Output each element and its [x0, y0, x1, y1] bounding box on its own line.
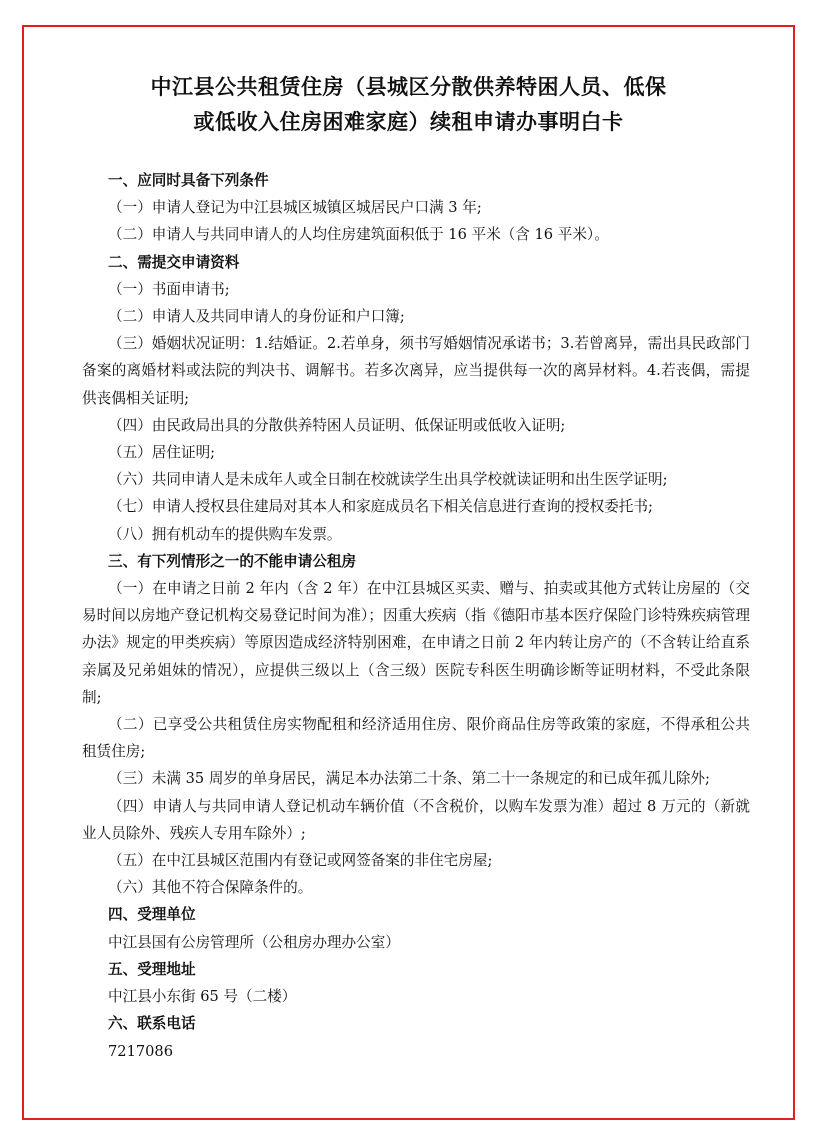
material-item: （六）共同申请人是未成年人或全日制在校就读学生出具学校就读证明和出生医学证明; [108, 471, 668, 489]
material-item: （七）申请人授权县住建局对其本人和家庭成员名下相关信息进行查询的授权委托书; [108, 498, 653, 516]
section-heading-exclusions: 三、有下列情形之一的不能申请公租房 [108, 552, 357, 570]
title-line-1: 中江县公共租赁住房（县城区分散供养特困人员、低保 [150, 75, 667, 99]
material-item: （五）居住证明; [108, 444, 216, 462]
section-heading-office: 四、受理单位 [108, 906, 196, 924]
office-name: 中江县国有公房管理所（公租房办理办公室） [108, 933, 400, 951]
material-item: （一）书面申请书; [108, 280, 230, 298]
contact-phone: 7217086 [108, 1042, 173, 1060]
title-line-2: 或低收入住房困难家庭）续租申请办事明白卡 [193, 110, 624, 134]
material-item: （八）拥有机动车的提供购车发票。 [108, 525, 342, 543]
section-heading-phone: 六、联系电话 [108, 1015, 196, 1033]
condition-item: （二）申请人与共同申请人的人均住房建筑面积低于 16 平米（含 16 平米）。 [108, 226, 609, 244]
page-title [40, 70, 777, 140]
document-body [82, 167, 750, 1065]
exclusion-item: （二）已享受公共租赁住房实物配租和经济适用住房、限价商品住房等政策的家庭，不得承租公共租赁住房; [82, 716, 750, 761]
material-item: （四）由民政局出具的分散供养特困人员证明、低保证明或低收入证明; [108, 416, 566, 434]
material-item: （二）申请人及共同申请人的身份证和户口簿; [108, 308, 405, 326]
condition-item: （一）申请人登记为中江县城区城镇区城居民户口满 3 年; [108, 199, 482, 217]
material-item: （三）婚姻状况证明：1.结婚证。2.若单身，须书写婚姻情况承诺书；3.若曾离异，需出具民政部门备案的离婚材料或法院的判决书、调解书。若多次离异，应当提供每一次的离异材料。4.若丧偶，需提供丧偶相关证明; [82, 335, 750, 407]
exclusion-item: （六）其他不符合保障条件的。 [108, 879, 313, 897]
section-heading-conditions: 一、应同时具备下列条件 [108, 172, 269, 189]
section-heading-address: 五、受理地址 [108, 960, 196, 978]
exclusion-item: （五）在中江县城区范围内有登记或网签备案的非住宅房屋; [108, 852, 493, 870]
office-address: 中江县小东街 65 号（二楼） [108, 988, 297, 1006]
exclusion-item: （一）在申请之日前 2 年内（含 2 年）在中江县城区买卖、赠与、拍卖或其他方式转让房屋的（交易时间以房地产登记机构交易登记时间为准）；因重大疾病（指《德阳市基本医疗保险门诊特殊疾病管理办法》规定的甲类疾病）等原因造成经济特别困难，在申请之日前 2 年内转让房产的（不含转让给直系亲属及兄弟姐妹的情况），应提供三级以上（含三级）医院专科医生明确诊断等证明材料，不受此条限制; [82, 580, 750, 706]
exclusion-item: （四）申请人与共同申请人登记机动车辆价值（不含税价，以购车发票为准）超过 8 万元的（新就业人员除外、残疾人专用车除外）; [82, 797, 750, 842]
exclusion-item: （三）未满 35 周岁的单身居民，满足本办法第二十条、第二十一条规定的和已成年孤儿除外; [108, 770, 710, 788]
section-heading-materials: 二、需提交申请资料 [108, 253, 240, 271]
